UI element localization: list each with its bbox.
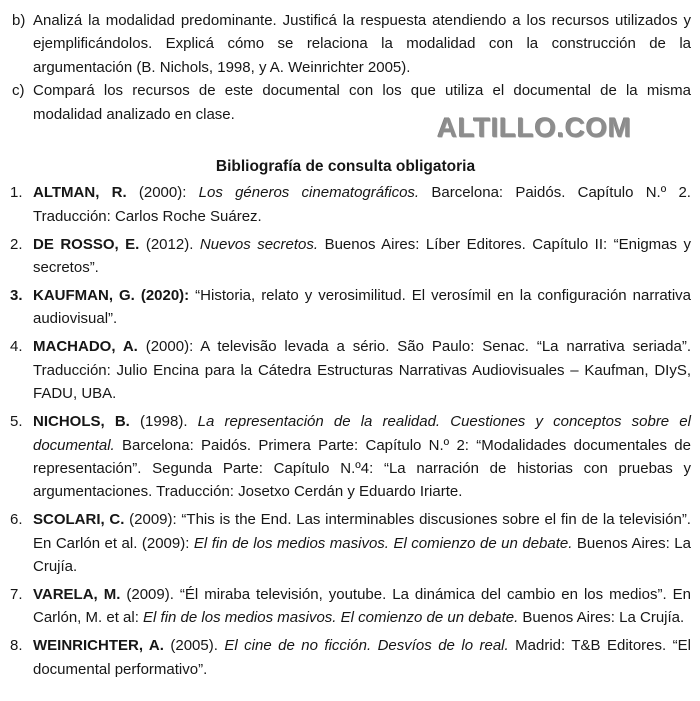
bibliography-entry (0, 634, 691, 681)
entry-number: 6. (10, 511, 23, 529)
work-title: El fin de los medios masivos. El comienzo de un debate. (143, 609, 519, 627)
author-name: NICHOLS, B. (33, 413, 130, 431)
exam-questions (0, 9, 691, 126)
author-name: VARELA, M. (33, 585, 121, 603)
text-segment: Buenos Aires: La Crujía. (33, 534, 691, 576)
question-label: b) (12, 12, 26, 29)
text-segment: Barcelona: Paidós. Capítulo N.º 2. Traducción: Carlos Roche Suárez. (33, 184, 691, 225)
entry-text (33, 338, 691, 402)
entry-number: 8. (10, 637, 23, 655)
work-title: El fin de los medios masivos. El comienzo de un debate. (193, 534, 573, 552)
text-segment: (2009). “Él miraba televisión, youtube. La dinámica del cambio en los medios”. En Carlón, M. et al: (33, 585, 691, 627)
question-item (0, 9, 691, 79)
entry-number: 1. (10, 184, 23, 202)
author-name: ALTMAN, R. (33, 184, 127, 202)
altillo-watermark: ALTILLO.COM (437, 112, 632, 143)
question-text (33, 12, 691, 76)
entry-text (33, 586, 691, 626)
entry-text (33, 184, 691, 224)
bibliography-entry (0, 335, 691, 405)
text-segment: Buenos Aires: Líber Editores. Capítulo II: “Enigmas y secretos”. (33, 235, 691, 277)
entry-number: 7. (10, 585, 23, 603)
bibliography-entry (0, 181, 691, 228)
text-segment: (2012). (139, 235, 200, 253)
work-title: Los géneros cinematográficos. (198, 184, 420, 202)
entry-number: 4. (10, 338, 23, 356)
author-name: MACHADO, A. (33, 338, 138, 356)
bibliography-entry (0, 508, 691, 578)
work-title: Nuevos secretos. (199, 235, 319, 253)
entry-text (33, 287, 691, 327)
text-segment: Analizá la modalidad predominante. Justificá la respuesta atendiendo a los recursos utilizados y ejemplificándolos. Explicá cómo se relaciona la modalidad con la construcción de la argumentación (B. Nichols, 1998, y A. Weinrichter 2005). (33, 12, 691, 76)
text-segment: (2005). (163, 637, 225, 655)
work-title: El cine de no ficción. Desvíos de lo real. (224, 637, 509, 655)
bibliography-entry (0, 410, 691, 504)
bibliography-title: Bibliografía de consulta obligatoria (215, 158, 476, 176)
text-segment: “Historia, relato y verosimilitud. El verosímil en la configuración narrativa audiovisual”. (33, 287, 692, 328)
entry-text (33, 637, 691, 677)
text-segment: Compará los recursos de este documental con los que utiliza el documental de la misma modalidad analizado en clase. (33, 82, 691, 123)
text-segment: (2000): A televisão levada a sério. São Paulo: Senac. “La narrativa seriada”. Traducción: Julio Encina para la Cátedra Estructuras Narrativas Audiovisuales – Kaufman, DIyS, FADU, UBA. (33, 338, 691, 403)
work-title: La representación de la realidad. Cuestiones y conceptos sobre el documental. (33, 413, 691, 454)
author-name: DE ROSSO, E. (33, 235, 140, 253)
entry-number: 5. (10, 413, 23, 431)
bibliography-entry (0, 583, 691, 630)
text-segment: (2009): “This is the End. Las interminables discusiones sobre el fin de la televisión”. En Carlón et al. (2009): (33, 511, 691, 552)
text-segment: (2000): (126, 184, 199, 202)
bibliography-entry (0, 233, 691, 280)
text-segment: (1998). (129, 413, 198, 431)
author-name: SCOLARI, C. (33, 511, 125, 529)
question-label: c) (12, 82, 25, 100)
entry-text (33, 236, 691, 276)
bibliography-list (0, 181, 691, 681)
author-name: WEINRICHTER, A. (33, 637, 164, 655)
author-name: KAUFMAN, G. (2020): (33, 287, 190, 305)
entry-text (33, 511, 691, 575)
bibliography-entry (0, 284, 691, 331)
entry-number: 2. (10, 235, 23, 253)
entry-number: 3. (10, 287, 23, 305)
text-segment: Barcelona: Paidós. Primera Parte: Capítulo N.º 2: “Modalidades documentales de representación”. Segunda Parte: Capítulo N.º4: “La narración de historias con pruebas y argumentaciones. Traducción: Josetxo Cerdán y Eduardo Iriarte. (33, 436, 691, 501)
text-segment: Buenos Aires: La Crujía. (518, 609, 685, 627)
entry-text (33, 413, 691, 500)
text-segment: Madrid: T&B Editores. “El documental performativo”. (33, 637, 691, 678)
